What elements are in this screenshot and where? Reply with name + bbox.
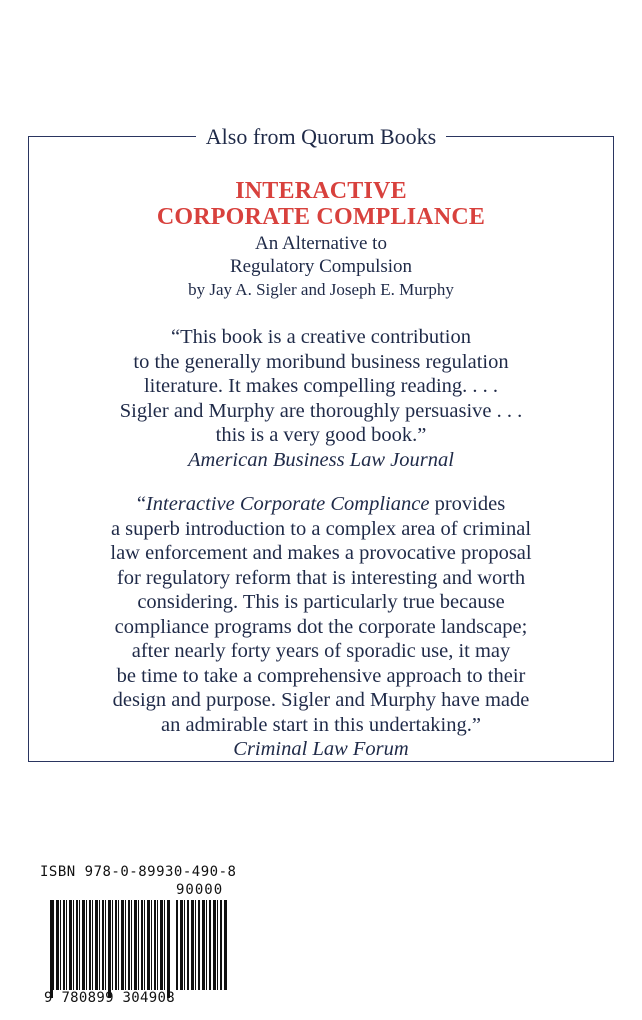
quote-1-source: American Business Law Journal	[188, 448, 454, 471]
quote-2-line: compliance programs dot the corporate landscape;	[114, 615, 528, 638]
quote-2-line: a superb introduction to a complex area of criminal	[110, 517, 532, 540]
barcode-digits: 9 780899 304908	[44, 990, 175, 1006]
quote-2-line: after nearly forty years of sporadic use, it may	[131, 640, 511, 662]
quote-2-line: design and purpose. Sigler and Murphy have made	[112, 689, 530, 711]
quote-2-line: be time to take a comprehensive approach to their	[116, 664, 526, 687]
price-code-text: 90000	[176, 882, 224, 898]
quote-2-first-line	[0, 492, 642, 517]
book-authors: by Jay A. Sigler and Joseph E. Murphy	[188, 280, 454, 299]
quote-1-line: this is a very good book.”	[215, 424, 427, 446]
quote-2-book-title: Interactive Corporate Compliance	[145, 493, 430, 515]
quote-2-source: Criminal Law Forum	[233, 738, 409, 760]
quote-2-line: considering. This is particularly true because	[137, 591, 505, 613]
book-subtitle-line-1: An Alternative to	[255, 233, 387, 254]
quote-2-line: for regulatory reform that is interesting and worth	[116, 566, 526, 589]
publisher-header-text: Also from Quorum Books	[196, 124, 446, 149]
book-title-line-1: INTERACTIVE	[235, 178, 407, 204]
quote-1-line: Sigler and Murphy are thoroughly persuasive . . .	[119, 399, 523, 422]
quote-1-line: to the generally moribund business regulation	[133, 350, 509, 373]
quote-2-first-line-rest: provides	[429, 493, 506, 515]
book-title-line-2: CORPORATE COMPLIANCE	[156, 204, 486, 230]
publisher-header	[0, 124, 642, 150]
barcode-guard-bar	[108, 900, 111, 998]
quote-1-line: “This book is a creative contribution	[170, 326, 471, 348]
review-quote-2	[0, 492, 642, 762]
barcode-guard-bar	[50, 900, 53, 998]
barcode-guard-bar	[167, 900, 170, 998]
quote-2-line: an admirable start in this undertaking.”	[161, 713, 481, 736]
book-subtitle-line-2: Regulatory Compulsion	[229, 256, 413, 277]
barcode-addon-bars	[176, 900, 228, 990]
quote-2-line: law enforcement and makes a provocative proposal	[110, 542, 532, 564]
review-quote-1	[0, 325, 642, 472]
quote-1-line: literature. It makes compelling reading. . . .	[143, 375, 499, 397]
isbn-text: ISBN 978-0-89930-490-8	[40, 864, 237, 880]
quote-2-open-mark: “	[136, 493, 146, 515]
isbn-barcode	[40, 864, 240, 1004]
